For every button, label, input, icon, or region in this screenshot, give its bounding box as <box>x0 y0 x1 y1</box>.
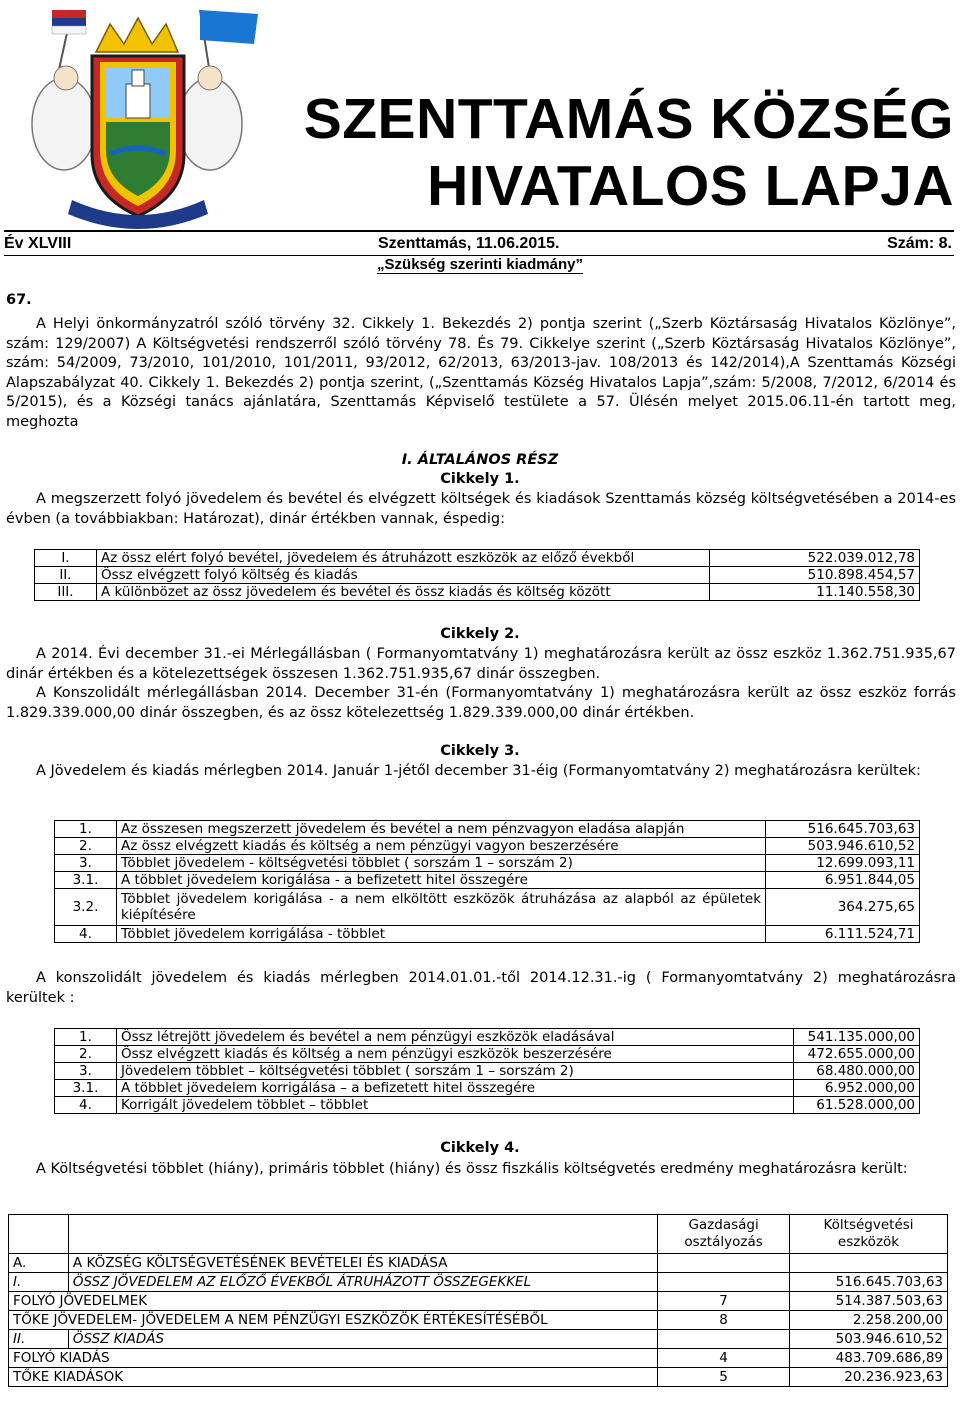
table-header-row <box>9 1215 948 1254</box>
article-1-heading: Cikkely 1. <box>440 471 520 487</box>
issue-info-bar <box>4 235 952 257</box>
column-header-funds: Költségvetési eszközök <box>790 1215 948 1254</box>
table-row: 2. Az össz elvégzett kiadás és költség a nem pénzügyi vagyon beszerzésére 503.946.610,52 <box>55 838 920 855</box>
consolidated-table <box>54 1028 920 1114</box>
table-row: A. A KÖZSÉG KÖLTSÉGVETÉSÉNEK BEVÉTELEI ÉS KIADÁSA <box>9 1254 948 1273</box>
table-row: FOLYÓ KIADÁS 4 483.709.686,89 <box>9 1349 948 1368</box>
article-2-heading: Cikkely 2. <box>440 626 520 642</box>
table-row: TŐKE KIADÁSOK 5 20.236.923,63 <box>9 1368 948 1387</box>
article-3-text: A Jövedelem és kiadás mérlegben 2014. Január 1-jétől december 31-éig (Formanyomtatvány 2) meghatározásra kerültek: <box>36 763 921 779</box>
table-row: 4. Korrigált jövedelem többlet – többlet 61.528.000,00 <box>55 1097 920 1114</box>
coat-of-arms-logo <box>14 4 280 230</box>
consolidated-text: A konszolidált jövedelem és kiadás mérlegben 2014.01.01.-től 2014.12.31.-ig ( Formanyomtatvány 2) meghatározásra kerültek : <box>6 970 956 1006</box>
article-2-text-1: A 2014. Évi december 31.-ei Mérlegállásban ( Formanyomtatvány 1) meghatározásra került az össz eszköz 1.362.751.935,67 dinár értékben és a kötelezettségek összesen 1.362.751.935,67 dinár összegben. <box>6 646 956 682</box>
article-1-text: A megszerzett folyó jövedelem és bevétel és elvégzett költségek és kiadások Szenttamás község költségvetésében a 2014-es évben (a továbbiakban: Határozat), dinár értékben vannak, éspedig: <box>6 491 956 527</box>
article-4-text: A Költségvetési többlet (hiány), primáris többlet (hiány) és össz fiszkális költségvetés eredmény meghatározásra került: <box>36 1161 908 1177</box>
article-1-table <box>34 549 920 601</box>
edition-note: „Szükség szerinti kiadmány” <box>377 256 583 273</box>
gazette-title-line2: HIVATALOS LAPJA <box>427 154 954 218</box>
table-row: 2. Össz elvégzett kiadás és költség a nem pénzügyi eszközök beszerzésére 472.655.000,00 <box>55 1046 920 1063</box>
table-row: III. A különbözet az össz jövedelem és bevétel és össz kiadás és költség között 11.140.558,30 <box>35 584 920 601</box>
table-row: 3. Többlet jövedelem - költségvetési többlet ( sorszám 1 – sorszám 2) 12.699.093,11 <box>55 855 920 872</box>
column-header-class: Gazdasági osztályozás <box>658 1215 790 1254</box>
article-4-heading: Cikkely 4. <box>440 1140 520 1156</box>
article-4-table <box>8 1214 948 1387</box>
table-row: 4. Többlet jövedelem korrigálása - többlet 6.111.524,71 <box>55 926 920 943</box>
table-row: II. ÖSSZ KIADÁS 503.946.610,52 <box>9 1330 948 1349</box>
section-title: I. ÁLTALÁNOS RÉSZ <box>401 452 559 468</box>
table-row: 1. Össz létrejött jövedelem és bevétel a nem pénzügyi eszközök eladásával 541.135.000,00 <box>55 1029 920 1046</box>
table-row: TŐKE JÖVEDELEM- JÖVEDELEM A NEM PÉNZÜGYI ESZKÖZÖK ÉRTÉKESÍTÉSÉBŐL 8 2.258.200,00 <box>9 1311 948 1330</box>
table-row: 3.2. Többlet jövedelem korigálása - a nem elköltött eszközök átruházása az alapból az épületek kiépítésére 364.275,65 <box>55 889 920 926</box>
article-2-text-2: A Konszolidált mérlegállásban 2014. December 31-én (Formanyomtatvány 1) meghatározásra került az össz eszköz forrás 1.829.339.000,00 dinár összegben, és az össz kötelezettség 1.829.339.000,00 dinár értékben. <box>6 685 956 721</box>
issue-place-date: Szenttamás, 11.06.2015. <box>378 235 560 252</box>
gazette-title-line1: SZENTTAMÁS KÖZSÉG <box>303 87 954 151</box>
article-3-table <box>54 820 920 943</box>
document-number: 67. <box>6 292 32 308</box>
table-row: 3. Jövedelem többlet – költségvetési többlet ( sorszám 1 – sorszám 2) 68.480.000,00 <box>55 1063 920 1080</box>
table-row: 3.1. A többlet jövedelem korrigálása – a befizetett hitel összegére 6.952.000,00 <box>55 1080 920 1097</box>
table-row: I. ÖSSZ JÖVEDELEM AZ ELŐZŐ ÉVEKBŐL ÁTRUHÁZOTT ÖSSZEGEKKEL 516.645.703,63 <box>9 1273 948 1292</box>
table-row: 1. Az összesen megszerzett jövedelem és bevétel a nem pénzvagyon eladása alapján 516.645.703,63 <box>55 821 920 838</box>
preamble-paragraph: A Helyi önkormányzatról szóló törvény 32. Cikkely 1. Bekezdés 2) pontja szerint („Szerb Köztársaság Hivatalos Közlönye”, szám: 129/2007) A Költségvetési rendszerről szóló törvény 78. És 79. Cikkelye szerint („Szerb Köztársaság Hivatalos Közlönye”, szám: 54/2009, 73/2010, 101/2010, 101/2011, 93/2012, 62/2013, 63/2013-jav. 108/2013 és 142/2014),A Szenttamás Községi Alapszabályzat 40. Cikkely 1. Bekezdés 2) pontja szerint, („Szenttamás Község Hivatalos Lapja”,szám: 5/2008, 7/2012, 6/2014 és 5/2015), és a Községi tanács ajánlatára, Szenttamás Képviselő testülete a 57. Ülésén melyet 2015.06.11-én tartott meg, meghozta <box>6 316 956 430</box>
table-row: I. Az össz elért folyó bevétel, jövedelem és átruházott eszközök az előző évekből 522.039.012,78 <box>35 550 920 567</box>
table-row: 3.1. A többlet jövedelem korigálása - a befizetett hitel összegére 6.951.844,05 <box>55 872 920 889</box>
issue-year: Év XLVIII <box>4 235 72 252</box>
issue-number: Szám: 8. <box>887 235 952 252</box>
table-row: II. Össz elvégzett folyó költség és kiadás 510.898.454,57 <box>35 567 920 584</box>
header-divider <box>4 230 954 232</box>
table-row: FOLYÓ JÖVEDELMEK 7 514.387.503,63 <box>9 1292 948 1311</box>
article-3-heading: Cikkely 3. <box>440 743 520 759</box>
